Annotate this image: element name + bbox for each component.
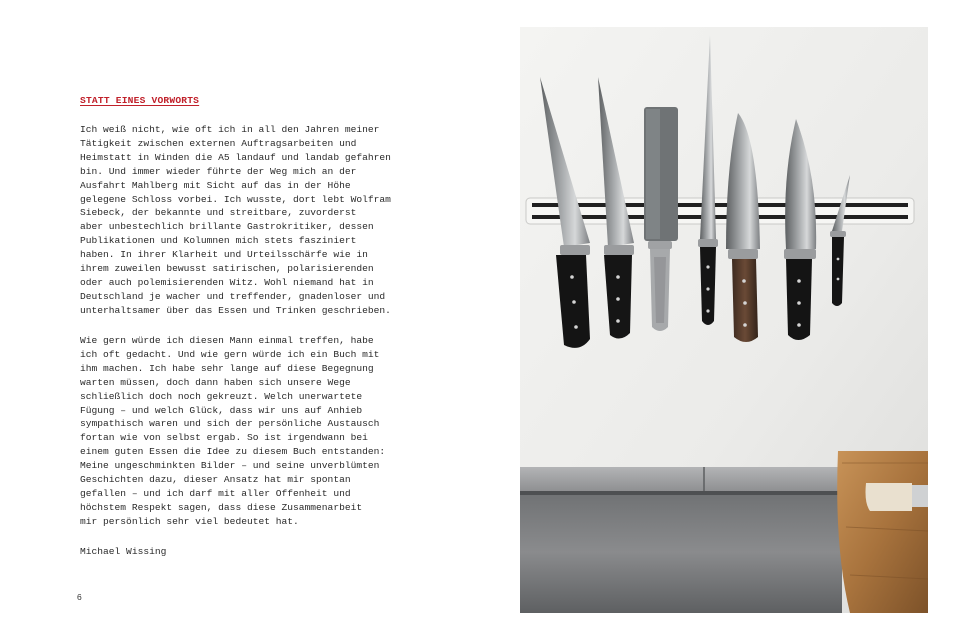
paragraph-1: Ich weiß nicht, wie oft ich in all den Jahren meiner Tätigkeit zwischen externen Auftragsarbeiten und Heimstatt in Winden die A5 landauf und landab gefahren bin. Und immer wieder führte der Weg mich an der Ausfahrt Mahlberg mit Sicht auf das in der Höhe gelegene Schloss vorbei. Ich wusste, dort lebt Wolfram Siebeck, der bekannte und streitbare, zuvorderst aber unbestechlich brillante Gastrokritiker, dessen Publikationen und Kolumnen mich stets fasziniert haben. In ihrer Klarheit und Urteilsschärfe wie in ihrem zuweilen bewusst satirischen, polarisierenden oder auch polemisierenden Witz. Wohl niemand hat in Deutschland je wacher und treffender, gnadenloser und unterhaltsamer über das Essen und Trinken geschrieben.: [80, 124, 391, 316]
author-signature: Michael Wissing: [80, 546, 167, 557]
chapter-heading: STATT EINES VORWORTS: [80, 95, 200, 106]
magnetic-rack: [526, 198, 914, 224]
paragraph-2: Wie gern würde ich diesen Mann einmal treffen, habe ich oft gedacht. Und wie gern würde ich ein Buch mit ihm machen. Ich habe sehr lange auf diese Begegnung warten müssen, doch dann haben sich unsere Wege schließlich doch noch gekreuzt. Welch unerwartete Fügung – und welch Glück, dass wir uns auf Anhieb sympathisch waren und sich der persönliche Austausch fortan wie von selbst ergab. So ist irgendwann bei einem guten Essen die Idee zu diesem Buch entstanden: Meine ungeschminkten Bilder – und seine unverblümten Geschichten dazu, dieser Ansatz hat mir spontan gefallen – und ich darf mit aller Offenheit und höchstem Respekt sagen, dass diese Zusammenarbeit mir persönlich sehr viel bedeutet hat.: [80, 335, 386, 527]
page-number: 6: [77, 592, 82, 602]
steel-counter: [520, 467, 842, 613]
knives-photo: [520, 27, 928, 613]
cutting-board: [837, 451, 928, 613]
